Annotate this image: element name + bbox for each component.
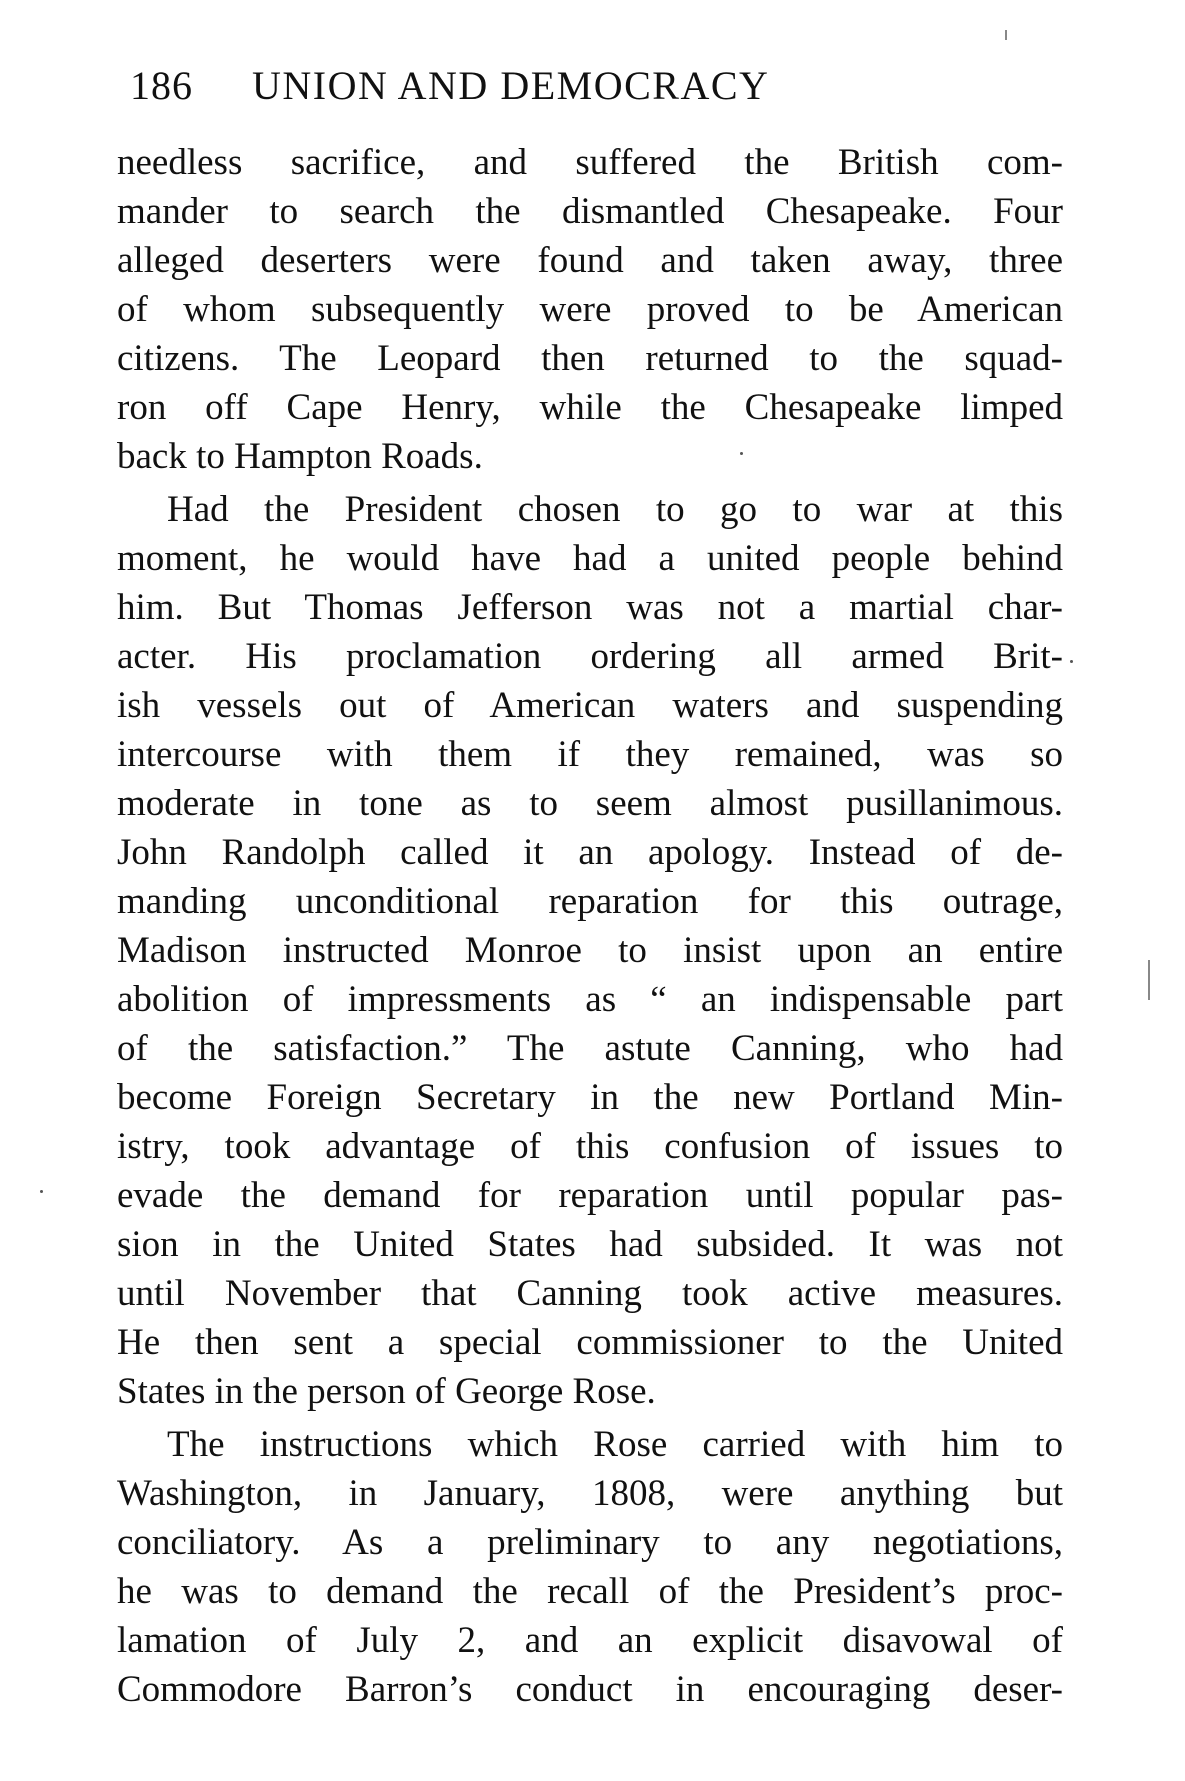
text-line: He then sent a special commissioner to the United [117,1322,1063,1363]
text-line: conciliatory. As a preliminary to any negotiations, [117,1522,1063,1563]
text-line: acter. His proclamation ordering all armed Brit- [117,636,1063,677]
text-line: him. But Thomas Jefferson was not a martial char- [117,587,1063,628]
text-line: evade the demand for reparation until popular pas- [117,1175,1063,1216]
text-line: he was to demand the recall of the President’s proc- [117,1571,1063,1612]
text-line: Commodore Barron’s conduct in encouraging deser- [117,1669,1063,1710]
text-line: intercourse with them if they remained, was so [117,734,1063,775]
text-line: moment, he would have had a united people behind [117,538,1063,579]
text-line: ron off Cape Henry, while the Chesapeake limped [117,387,1063,428]
scan-edge-mark [1148,960,1150,1000]
scan-edge-mark [1005,30,1007,40]
text-line: needless sacrifice, and suffered the British com- [117,142,1063,183]
paragraph-start-line: The instructions which Rose carried with him to [167,1424,1063,1465]
scan-speck [1070,660,1073,663]
text-line: States in the person of George Rose. [117,1371,656,1412]
scan-speck [40,1190,43,1193]
text-line: of the satisfaction.” The astute Canning, who had [117,1028,1063,1069]
text-line: sion in the United States had subsided. It was not [117,1224,1063,1265]
text-line: moderate in tone as to seem almost pusillanimous. [117,783,1063,824]
text-line: Washington, in January, 1808, were anything but [117,1473,1063,1514]
text-line: istry, took advantage of this confusion of issues to [117,1126,1063,1167]
text-line: citizens. The Leopard then returned to the squad- [117,338,1063,379]
scan-speck [740,452,743,455]
text-line: until November that Canning took active measures. [117,1273,1063,1314]
page-number: 186 [130,63,193,108]
body-text [117,138,1063,1714]
text-line: ish vessels out of American waters and suspending [117,685,1063,726]
text-line: manding unconditional reparation for this outrage, [117,881,1063,922]
text-line: alleged deserters were found and taken away, three [117,240,1063,281]
text-line: back to Hampton Roads. [117,436,483,477]
paragraph-start-line: Had the President chosen to go to war at this [167,489,1063,530]
text-line: become Foreign Secretary in the new Portland Min- [117,1077,1063,1118]
text-line: Madison instructed Monroe to insist upon an entire [117,930,1063,971]
text-line: mander to search the dismantled Chesapeake. Four [117,191,1063,232]
text-line: lamation of July 2, and an explicit disavowal of [117,1620,1063,1661]
text-line: abolition of impressments as “ an indispensable part [117,979,1063,1020]
text-line: of whom subsequently were proved to be American [117,289,1063,330]
page-header [130,62,930,110]
running-head: UNION AND DEMOCRACY [252,63,770,108]
text-line: John Randolph called it an apology. Instead of de- [117,832,1063,873]
